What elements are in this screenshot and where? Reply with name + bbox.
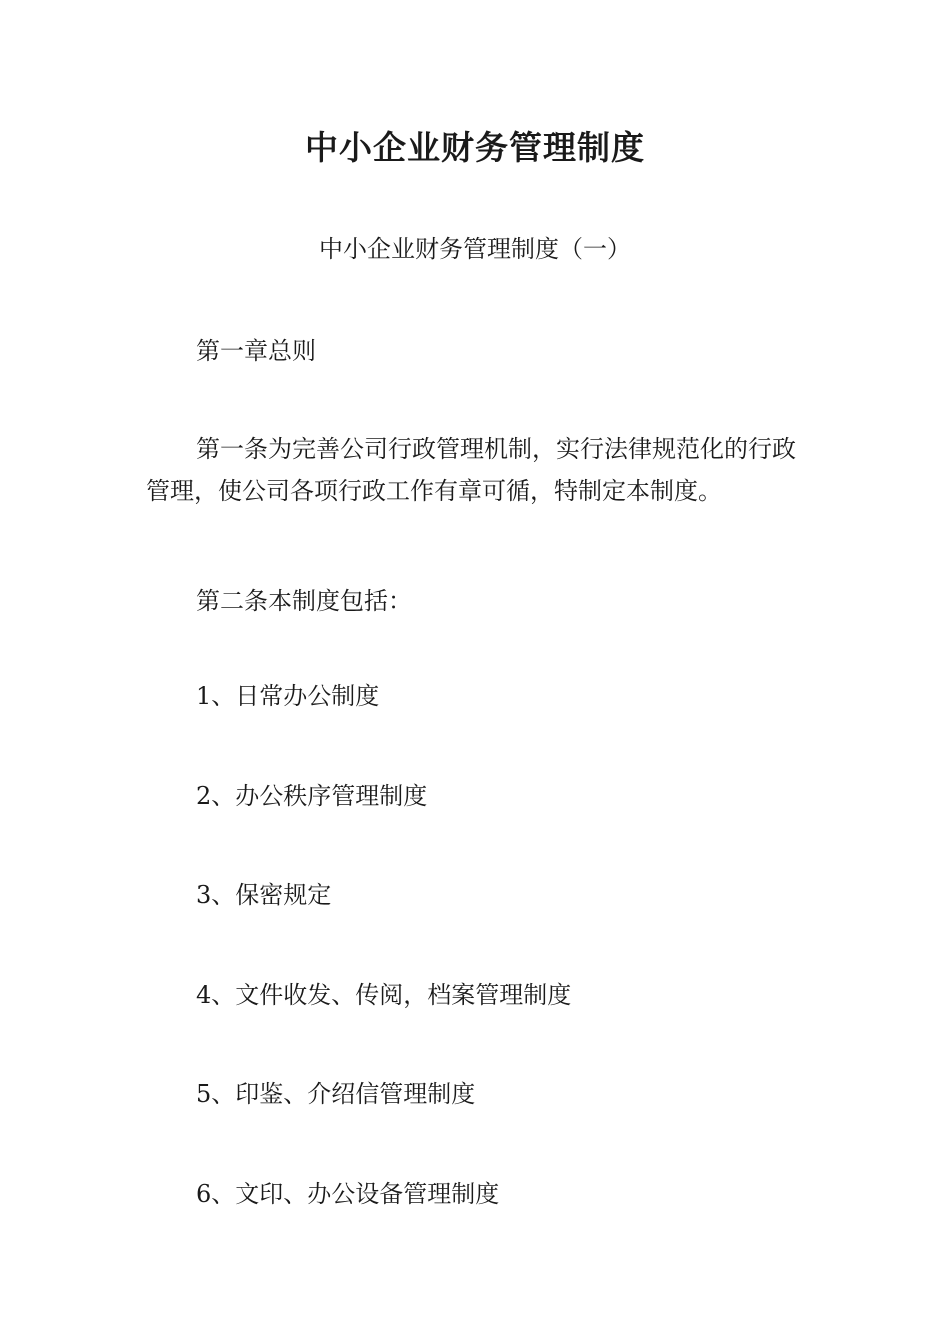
- list-item-3: 3、保密规定: [196, 881, 332, 909]
- list-item-2: 2、办公秩序管理制度: [196, 782, 428, 810]
- document-subtitle: 中小企业财务管理制度（一）: [319, 235, 631, 263]
- article-2-paragraph: 第二条本制度包括：: [196, 587, 412, 615]
- chapter-heading: 第一章总则: [196, 337, 316, 365]
- list-item-6: 6、文印、办公设备管理制度: [196, 1180, 500, 1208]
- article-1-paragraph: 第一条为完善公司行政管理机制，实行法律规范化的行政管理，使公司各项行政工作有章可循，特制定本制度。: [146, 435, 796, 505]
- list-item-1: 1、日常办公制度: [196, 682, 380, 710]
- list-item-5: 5、印鉴、介绍信管理制度: [196, 1080, 476, 1108]
- list-item-4: 4、文件收发、传阅，档案管理制度: [196, 981, 572, 1009]
- document-title: 中小企业财务管理制度: [305, 128, 645, 167]
